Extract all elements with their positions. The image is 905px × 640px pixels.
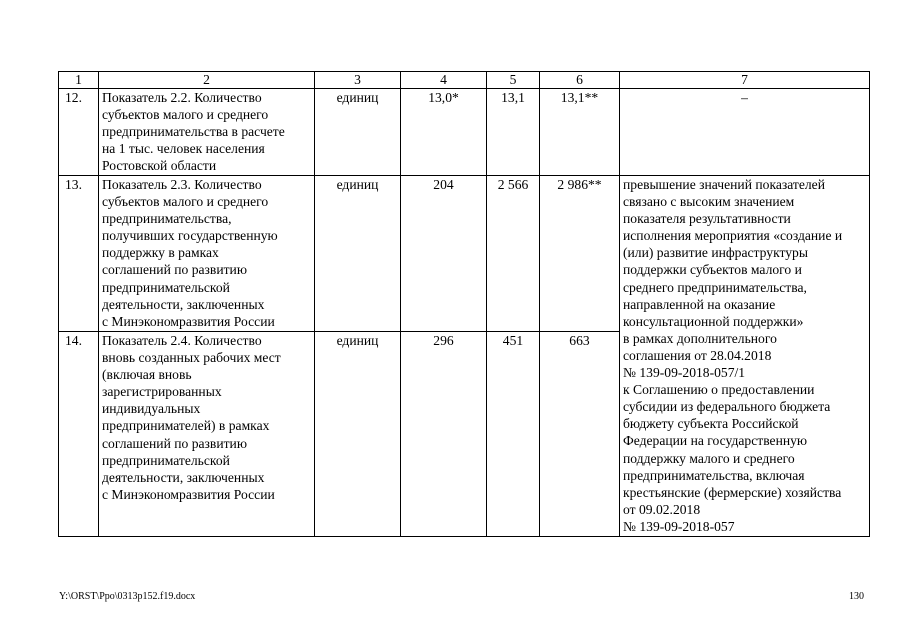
indicator-name: Показатель 2.2. Количество субъектов малого и среднего предпринимательства в расчете на 1 тыс. человек населения Ростовской области [99, 89, 315, 176]
header-cell-2: 2 [99, 72, 315, 89]
page-number: 130 [849, 591, 864, 602]
row-number: 13. [59, 176, 99, 332]
indicator-name: Показатель 2.3. Количество субъектов малого и среднего предпринимательства, получивших государственную поддержку в рамках соглашений по развитию предпринимательской деятельности, заключенных с Минэкономразвития России [99, 176, 315, 332]
value-cell-6: 663 [540, 332, 620, 537]
indicator-name: Показатель 2.4. Количество вновь созданных рабочих мест (включая вновь зарегистрированных индивидуальных предпринимателей) в рамках соглашений по развитию предпринимательской деятельности, заключенных с Минэкономразвития России [99, 332, 315, 537]
value-cell-4: 204 [401, 176, 487, 332]
value-cell-4: 296 [401, 332, 487, 537]
note-cell: – [620, 89, 870, 176]
header-cell-3: 3 [315, 72, 401, 89]
row-number: 14. [59, 332, 99, 537]
header-cell-4: 4 [401, 72, 487, 89]
header-cell-5: 5 [487, 72, 540, 89]
value-cell-5: 13,1 [487, 89, 540, 176]
value-cell-6: 2 986** [540, 176, 620, 332]
header-cell-6: 6 [540, 72, 620, 89]
header-cell-1: 1 [59, 72, 99, 89]
unit-cell: единиц [315, 332, 401, 537]
row-number: 12. [59, 89, 99, 176]
value-cell-5: 451 [487, 332, 540, 537]
header-cell-7: 7 [620, 72, 870, 89]
file-path-footer: Y:\ORST\Ppo\0313p152.f19.docx [59, 591, 196, 602]
indicators-table [58, 71, 870, 537]
merged-note-cell: превышение значений показателей связано с высоким значением показателя результативности исполнения мероприятия «создание и (или) развитие инфраструктуры поддержки субъектов малого и среднего предпринимательства, направленной на оказание консультационной поддержки» в рамках дополнительного соглашения от 28.04.2018 № 139-09-2018-057/1 к Соглашению о предоставлении субсидии из федерального бюджета бюджету субъекта Российской Федерации на государственную поддержку малого и среднего предпринимательства, включая крестьянские (фермерские) хозяйства от 09.02.2018 № 139-09-2018-057 [620, 176, 870, 537]
value-cell-6: 13,1** [540, 89, 620, 176]
table-row [59, 89, 870, 176]
table-row [59, 176, 870, 332]
value-cell-4: 13,0* [401, 89, 487, 176]
header-row [59, 72, 870, 89]
unit-cell: единиц [315, 176, 401, 332]
unit-cell: единиц [315, 89, 401, 176]
value-cell-5: 2 566 [487, 176, 540, 332]
